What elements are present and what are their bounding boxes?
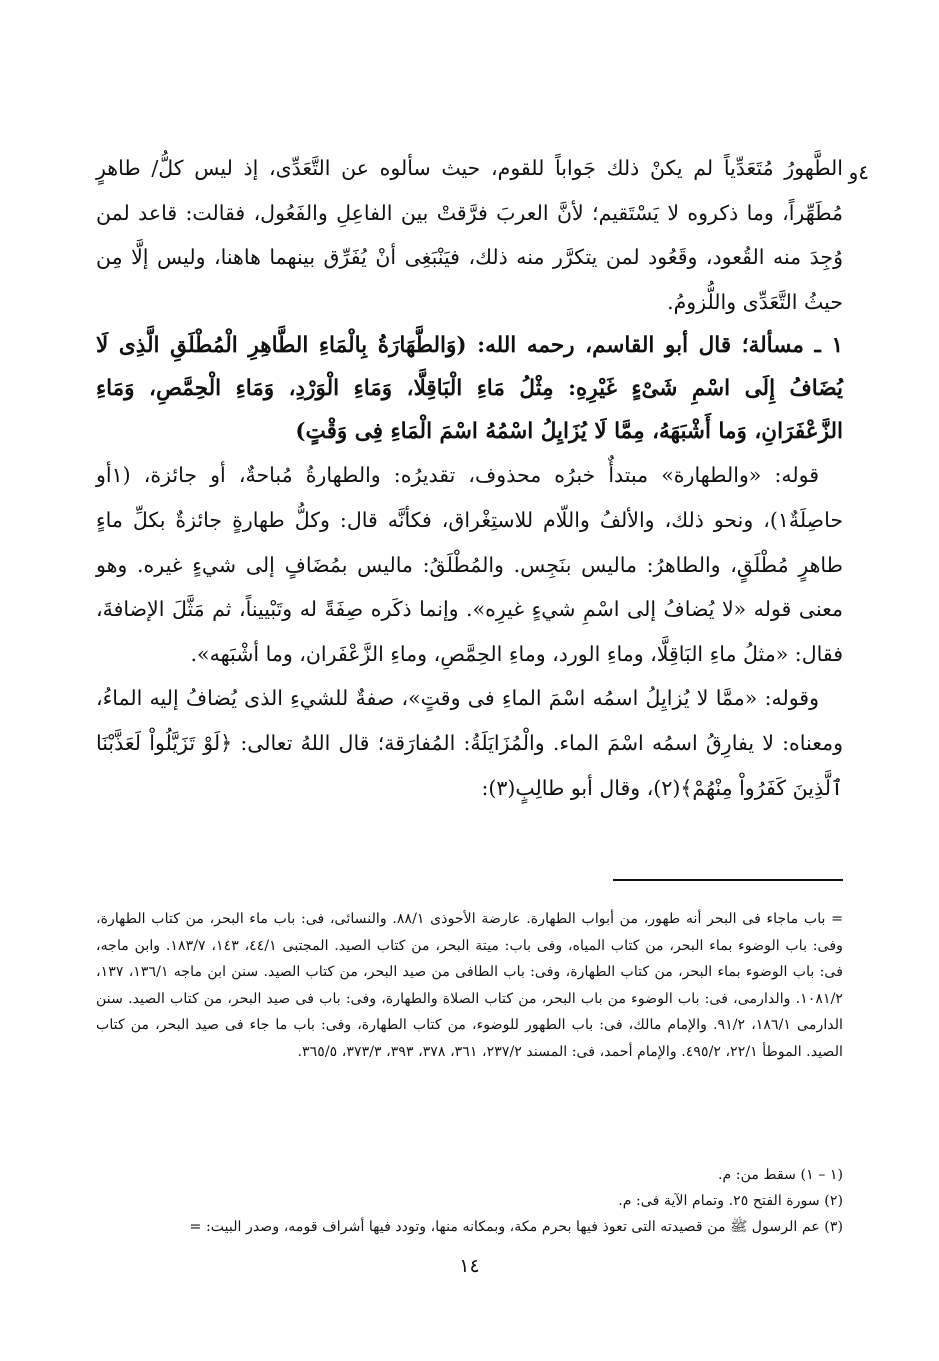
footnote-2: (٢) سورة الفتح ٢٥. وتمام الآية فى: م. bbox=[618, 1193, 843, 1209]
paragraph-masala: ١ ـ مسألة؛ قال أبو القاسم، رحمه الله: (وَالطَّهَارَةُ بِالْمَاءِ الطَّاهِرِ الْمُطْلَقِ الَّذِى لَا يُضَافُ إِلَى اسْمِ شَىْءٍ غَيْرِهِ: مِثْلُ مَاءِ الْبَاقِلَّا، وَمَاءِ الْوَرْدِ، وَمَاءِ الْحِمَّصِ، وَمَاءِ الزَّعْفَرَانِ، وَما أَشْبَهَهُ، مِمَّا لَا يُزَايِلُ اسْمُهُ اسْمَ الْمَاءِ فِى وَقْتٍ) bbox=[96, 333, 843, 445]
footnote-list bbox=[96, 1162, 843, 1240]
main-text bbox=[96, 146, 843, 810]
footnote-continuation bbox=[96, 906, 843, 1065]
paragraph-commentary-2: وقوله: «ممَّا لا يُزايِلُ اسمُه اسْمَ الماءِ فى وقتٍ»، صفةٌ للشيءِ الذى يُضافُ إليه الماءُ، ومعناه: لا يفارِقُ اسمُه اسْمَ الماء. والْمُزَايَلَةُ: المُفارَقة؛ قال اللهُ تعالى: ﴿لَوْ تَزَيَّلُواْ لَعَذَّبْنَا ٱلَّذِينَ كَفَرُواْ مِنْهُمْ﴾(٢)، وقال أبو طالِبٍ(٣): bbox=[96, 686, 843, 800]
page-number: ١٤ bbox=[459, 1255, 480, 1277]
margin-folio-note: ٤و bbox=[848, 160, 869, 184]
footnote-1: (١ – ١) سقط من: م. bbox=[718, 1167, 843, 1183]
footnote-continuation-text: = باب ماجاء فى البحر أنه طهور، من أبواب الطهارة. عارضة الأحوذى ٨٨/١. والنسائى، فى: باب ماء البحر، من كتاب الطهارة، وفى: باب الوضوء بماء البحر، من كتاب المياه، وفى باب: ميتة البحر، من كتاب الصيد. المجتبى ٤٤/١، ١٤٣، ١٨٣/٧. وابن ماجه، فى: باب الوضوء بماء البحر، من كتاب الطهارة، وفى: باب الطافى من صيد البحر، من كتاب الصيد. سنن ابن ماجه ١٣٦/١، ١٣٧، ١٠٨١/٢. والدارمى، فى: باب الوضوء من باب البحر، من كتاب الصلاة والطهارة، وفى: باب فى صيد البحر، من كتاب الصيد. سنن الدارمى ١٨٦/١، ٩١/٢. والإمام مالك، فى: باب الطهور للوضوء، من كتاب الطهارة، وفى: باب ما جاء فى صيد البحر، من كتاب الصيد. الموطأ ٢٢/١، ٤٩٥/٢. والإمام أحمد، فى: المسند ٢٣٧/٢، ٣٦١، ٣٧٨، ٣٩٣، ٣٧٣/٣، ٣٦٥/٥. bbox=[96, 911, 844, 1060]
paragraph-commentary: قوله: «والطهارة» مبتدأٌ خبرُه محذوف، تقديرُه: والطهارةُ مُباحةٌ، أو جائزة، (١أو حاصِلَةٌ١)، ونحو ذلك، والألفُ واللّام للاستِغْراق، فكأنَّه قال: وكلُّ طهارةٍ جائزةٌ بكلِّ ماءٍ طاهرٍ مُطْلَقٍ، والطاهرُ: ماليس بنَجِس. والمُطْلَقُ: ماليس بمُضَافٍ إلى شيءٍ غيره. وهو معنى قوله «لا يُضافُ إلى اسْمِ شيءٍ غيرِه». وإنما ذكَره صِفَةً له وتَبْييناً، ثم مَثَّلَ الإضافةَ، فقال: «مثلُ ماءِ البَاقِلَّا، وماءِ الورد، وماءِ الحِمَّصِ، وماءِ الزَّعْفَران، وما أشْبَهه». bbox=[96, 463, 843, 666]
footnote-3: (٣) عم الرسول ﷺ من قصيدته التى تعوذ فيها بحرم مكة، وبمكانه منها، وتودد فيها أشراف قومه، وصدر البيت: = bbox=[189, 1219, 843, 1235]
footnote-separator bbox=[613, 879, 843, 881]
paragraph-1: الطَّهورُ مُتَعَدِّياً لم يكنْ ذلك جَواباً للقوم، حيث سألوه عن التَّعَدِّى، إذ ليس كلُّ/ طاهرٍ مُطَهِّراً، وما ذكروه لا يَسْتَقيم؛ لأنَّ العربَ فرَّقتْ بين الفاعِلِ والفَعُول، فقالت: قاعد لمن وُجِدَ منه القُعود، وقَعُود لمن يتكرَّر منه ذلك، فيَنْبَغِى أنْ يُفَرِّق بينهما هاهنا، وليس إلَّا مِن حيثُ التَّعَدِّى واللُّزومُ. bbox=[96, 156, 843, 314]
